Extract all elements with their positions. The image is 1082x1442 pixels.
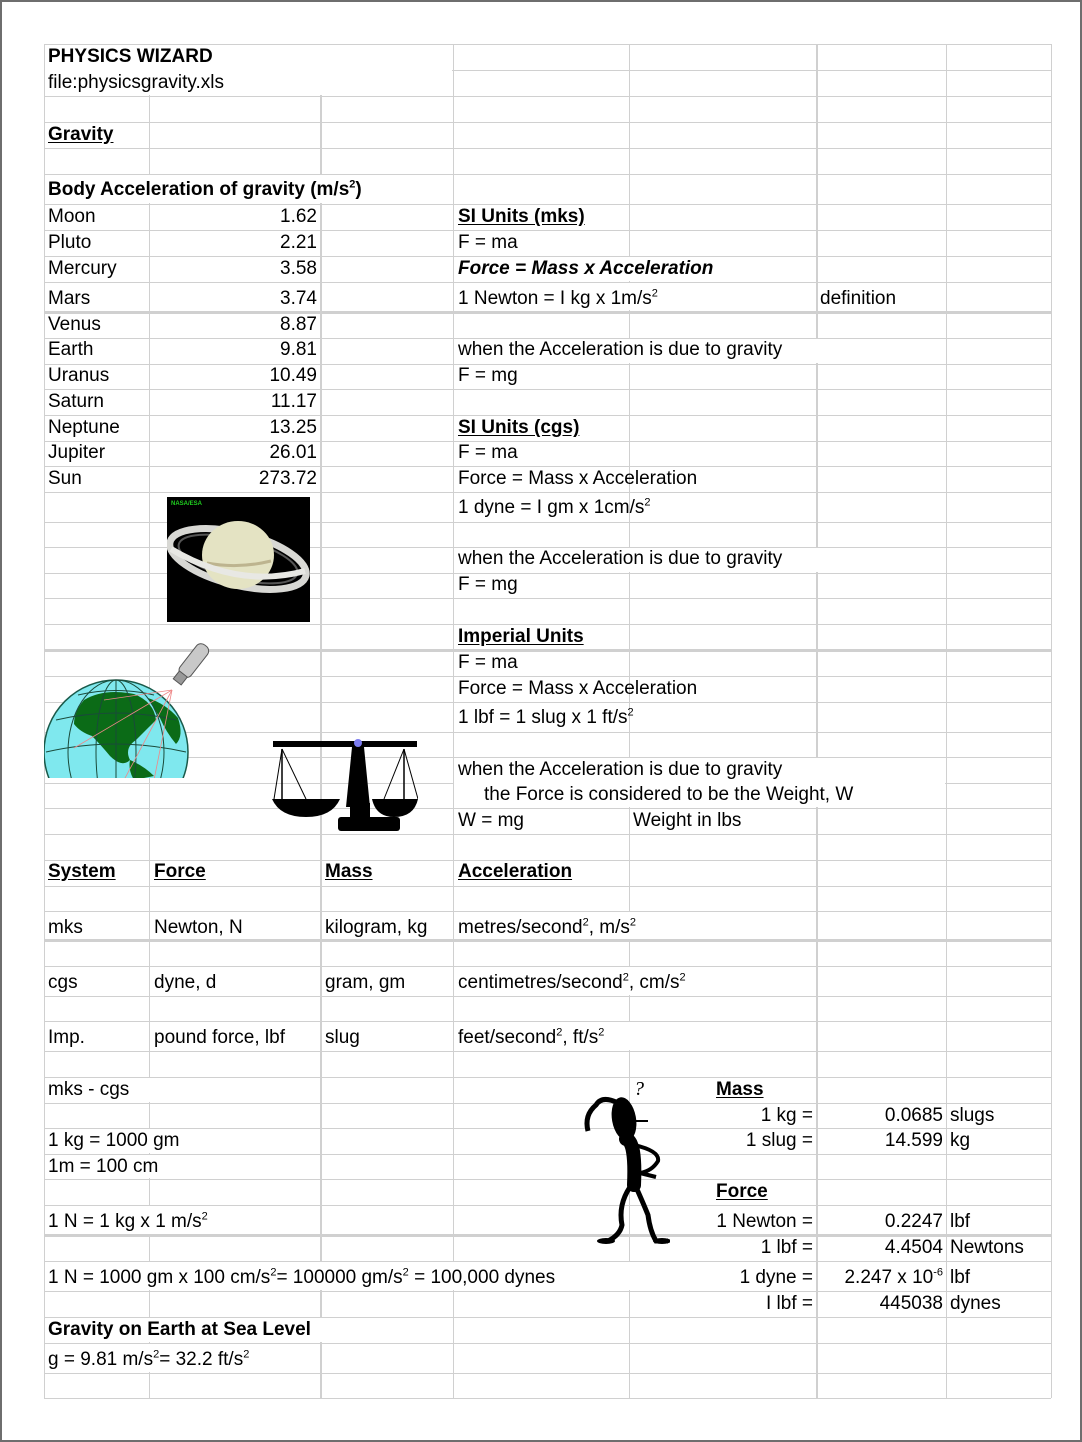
grid-line	[44, 1179, 1051, 1180]
grid-line	[44, 96, 1051, 97]
system-name: mks	[48, 917, 83, 938]
grid-line	[44, 148, 1051, 149]
conversion-value: 14.599	[884, 1130, 943, 1151]
body-gravity: 1.62	[280, 206, 317, 227]
body-name: Saturn	[48, 391, 104, 412]
conversion-value: 445038	[879, 1293, 943, 1314]
grid-line	[44, 624, 1051, 625]
grid-line	[44, 808, 1051, 809]
conversion-label: I lbf =	[766, 1293, 813, 1314]
si-cgs-gravity-formula: F = mg	[458, 574, 518, 595]
grid-line	[44, 466, 1051, 467]
body-gravity: 10.49	[269, 365, 317, 386]
conversion-value: 0.2247	[884, 1211, 943, 1232]
globe-satellite-icon	[44, 640, 219, 780]
imperial-definition: 1 lbf = 1 slug x 1 $ft/s^2$	[458, 706, 634, 728]
systems-header-acceleration: Acceleration	[458, 861, 573, 882]
svg-text:?: ?	[634, 1078, 644, 1100]
si-mks-words: Force = Mass x Acceleration	[458, 258, 714, 279]
sea-level-formula: g = 9.81 $m/s^2= 32.2$ $ft/s^2$	[48, 1348, 250, 1370]
body-name: Uranus	[48, 365, 110, 386]
body-name: Pluto	[48, 232, 92, 253]
grid-line	[44, 1103, 1051, 1104]
grid-line	[44, 939, 1051, 942]
grid-line	[44, 415, 1051, 416]
conversion-unit: lbf	[950, 1267, 971, 1288]
system-mass: slug	[325, 1027, 360, 1048]
body-gravity: 8.87	[280, 314, 317, 335]
conversion-label: 1 slug =	[745, 1130, 813, 1151]
body-name: Jupiter	[48, 442, 106, 463]
app-title: PHYSICS WIZARD	[48, 46, 213, 67]
definition-note: definition	[820, 288, 897, 309]
body-name: Earth	[48, 339, 94, 360]
body-gravity: 2.21	[280, 232, 317, 253]
gravity-table-heading: Body Acceleration of gravity $(m/s^2)$	[48, 178, 362, 200]
grid-line	[44, 1398, 1051, 1399]
grid-line	[44, 389, 1051, 390]
si-cgs-heading: SI Units (cgs)	[458, 417, 580, 438]
mks-cgs-kg: 1 kg = 1000 gm	[48, 1130, 180, 1151]
systems-header-system: System	[48, 861, 116, 882]
body-gravity: 26.01	[269, 442, 317, 463]
grid-line	[946, 44, 947, 1398]
imperial-weight-formula: W = mg	[458, 810, 524, 831]
system-force: dyne, d	[154, 972, 217, 993]
si-mks-definition: 1 Newton = I kg x $1m/s^2$	[458, 287, 658, 309]
grid-line	[320, 44, 322, 1398]
grid-line	[44, 204, 1051, 205]
mks-cgs-m: 1m = 100 cm	[48, 1156, 159, 1177]
si-cgs-formula: F = ma	[458, 442, 518, 463]
body-gravity: 3.58	[280, 258, 317, 279]
conversion-label: 1 lbf =	[760, 1237, 813, 1258]
file-name: file:physicsgravity.xls	[48, 72, 224, 93]
conversion-unit: Newtons	[950, 1237, 1024, 1258]
conversion-value: 2.247 x $10^{-6}$	[844, 1266, 943, 1288]
grid-line	[44, 122, 1051, 123]
si-mks-formula: F = ma	[458, 232, 518, 253]
conversion-value: 0.0685	[884, 1105, 943, 1126]
system-force: pound force, lbf	[154, 1027, 285, 1048]
body-name: Mercury	[48, 258, 117, 279]
grid-line	[1051, 44, 1052, 1398]
systems-header-mass: Mass	[325, 861, 373, 882]
conversion-label: 1 kg =	[760, 1105, 813, 1126]
balance-scale-icon	[272, 737, 418, 833]
conversion-label: 1 Newton =	[716, 1211, 813, 1232]
grid-line	[453, 44, 454, 1398]
systems-header-force: Force	[154, 861, 206, 882]
grid-line	[44, 1291, 1051, 1292]
grid-line	[44, 834, 1051, 835]
si-mks-heading: SI Units (mks)	[458, 206, 585, 227]
imperial-formula: F = ma	[458, 652, 518, 673]
body-gravity: 273.72	[258, 468, 317, 489]
body-gravity: 3.74	[280, 288, 317, 309]
grid-line	[44, 492, 1051, 493]
saturn-photo	[167, 497, 310, 622]
system-acceleration: metres/second$^2$, $m/s^2$	[458, 916, 637, 938]
imperial-weight-unit: Weight in lbs	[633, 810, 742, 831]
body-name: Venus	[48, 314, 101, 335]
system-acceleration: centimetres/second$^2$, $cm/s^2$	[458, 971, 686, 993]
mks-cgs-heading: mks - cgs	[48, 1079, 130, 1100]
conversion-value: 4.4504	[884, 1237, 943, 1258]
saturn-caption: NASA/ESA	[171, 501, 203, 507]
system-mass: kilogram, kg	[325, 917, 428, 938]
grid-line	[44, 1051, 1051, 1052]
si-mks-gravity-formula: F = mg	[458, 365, 518, 386]
imperial-weight-note: the Force is considered to be the Weight, W	[484, 784, 854, 805]
si-cgs-words: Force = Mass x Acceleration	[458, 468, 698, 489]
body-gravity: 9.81	[280, 339, 317, 360]
system-force: Newton, N	[154, 917, 243, 938]
grid-line	[44, 886, 1051, 887]
grid-line	[44, 996, 1051, 997]
conversion-unit: lbf	[950, 1211, 971, 1232]
body-gravity: 11.17	[270, 391, 317, 412]
si-mks-gravity-note: when the Acceleration is due to gravity	[458, 339, 783, 360]
conversion-unit: slugs	[950, 1105, 995, 1126]
force-heading: Force	[716, 1181, 768, 1202]
system-name: Imp.	[48, 1027, 85, 1048]
imperial-heading: Imperial Units	[458, 626, 584, 647]
system-acceleration: feet/second$^2$, $ft/s^2$	[458, 1026, 605, 1048]
mks-cgs-newton: 1 N = 1 kg x 1 $m/s^2$	[48, 1210, 208, 1232]
conversion-unit: dynes	[950, 1293, 1001, 1314]
section-title: Gravity	[48, 124, 114, 145]
si-cgs-definition: 1 dyne = I gm x $1cm/s^2$	[458, 496, 651, 518]
grid-line	[44, 1373, 1051, 1374]
grid-line	[44, 230, 1051, 231]
conversion-label: 1 dyne =	[739, 1267, 813, 1288]
mks-cgs-newton-dynes: 1 N = 1000 gm x 100 $cm/s^2= 100000$ $gm/s^2 = 100,000$ dynes	[48, 1266, 556, 1288]
si-cgs-gravity-note: when the Acceleration is due to gravity	[458, 548, 783, 569]
sea-level-heading: Gravity on Earth at Sea Level	[48, 1319, 311, 1340]
body-name: Sun	[48, 468, 82, 489]
conversion-unit: kg	[950, 1130, 971, 1151]
grid-line	[816, 44, 818, 1398]
system-mass: gram, gm	[325, 972, 406, 993]
imperial-words: Force = Mass x Acceleration	[458, 678, 698, 699]
body-gravity: 13.25	[269, 417, 317, 438]
imperial-gravity-note: when the Acceleration is due to gravity	[458, 759, 783, 780]
body-name: Moon	[48, 206, 96, 227]
body-name: Neptune	[48, 417, 120, 438]
system-name: cgs	[48, 972, 78, 993]
mass-heading: Mass	[716, 1079, 764, 1100]
body-name: Mars	[48, 288, 91, 309]
